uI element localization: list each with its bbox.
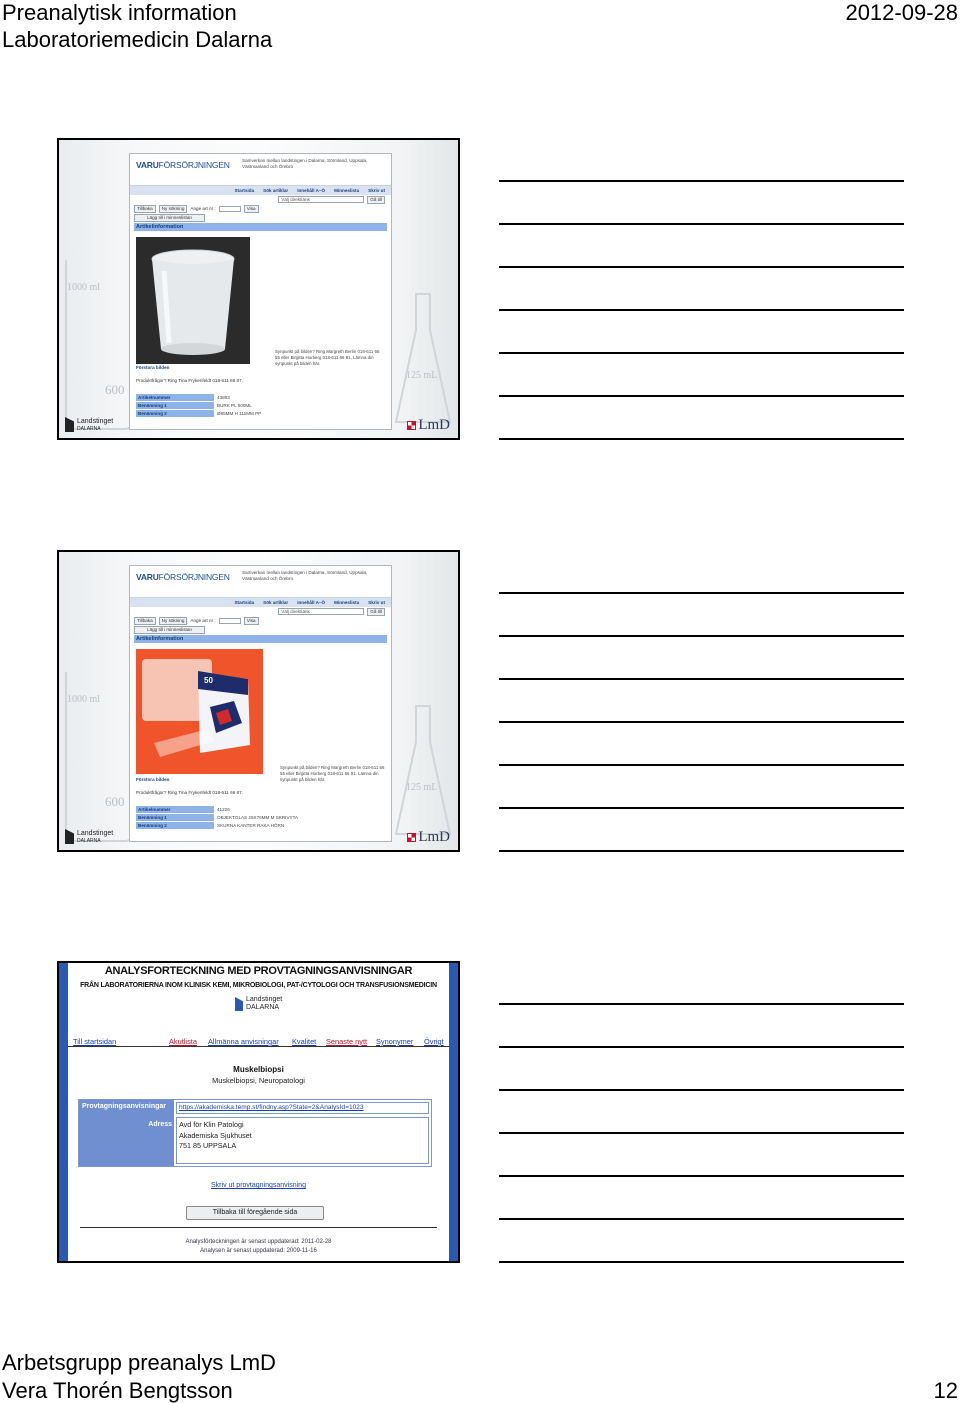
analysis-webpage: [68, 963, 449, 1261]
analysis-heading: ANALYSFORTECKNING MED PROVTAGNINGSANVISNINGAR: [104, 965, 413, 977]
print-link[interactable]: Skriv ut provtagningsanvisning: [211, 1182, 306, 1189]
info-labels: [79, 1100, 174, 1166]
article-webpage: [129, 565, 392, 842]
footer-group: Arbetsgrupp preanalys LmD: [2, 1350, 276, 1375]
menu-senaste-nytt[interactable]: Senaste nytt: [326, 1037, 368, 1046]
varuforsorjningen-logo: VARUFÖRSÖRJNINGEN: [136, 160, 230, 170]
art-nr-label: Ange art nr :: [190, 617, 216, 623]
nav-skriv-ut[interactable]: Skriv ut: [368, 188, 385, 193]
slide-thumbnail-1: [57, 138, 460, 440]
feedback-text: Synpunkt på bilden? Ring Margreth Berlin 018-611 66 55 eller Birgitta Hurberg 018-611 66 91. Lämna din synpunkt på bilden här.: [275, 349, 380, 366]
graduation-label: 600: [105, 794, 125, 809]
add-to-list-button[interactable]: Lägg till i minneslistan: [134, 626, 205, 634]
updated-text: Analysen är senast uppdaterad: 2009-11-16: [200, 1248, 317, 1254]
page-date: 2012-09-28: [845, 0, 958, 25]
landstinget-logo: Landstinget DALARNA: [65, 829, 113, 844]
graduation-label: 600: [105, 382, 125, 397]
product-photo-slides: [136, 649, 263, 774]
page-number: 12: [933, 1378, 958, 1403]
nav-innehall[interactable]: Innehåll A–Ö: [297, 188, 326, 193]
page-subtitle: Laboratoriemedicin Dalarna: [2, 27, 273, 52]
svg-text:50: 50: [204, 676, 213, 685]
slide-thumbnail-3: [57, 961, 460, 1263]
graduation-label: 125 mL: [406, 782, 438, 793]
go-button[interactable]: Gå till: [367, 196, 385, 204]
menu-synonymer[interactable]: Synonymer: [376, 1037, 414, 1046]
site-nav: [130, 598, 391, 607]
product-question: Produktfrågor? Ring Tina Frykenfeldt 018-611 66 87.: [136, 790, 243, 795]
art-nr-label: Ange art nr :: [190, 205, 216, 211]
menu-till-startsidan[interactable]: Till startsidan: [73, 1037, 117, 1046]
footer-author: Vera Thorén Bengtsson: [2, 1378, 233, 1403]
address-value: Avd för Klin Patologi Akademiska Sjukhuset 751 85 UPPSALA: [176, 1117, 429, 1164]
section-bar: Artikelinformation: [134, 223, 387, 231]
nav-minneslista[interactable]: Minneslista: [334, 600, 360, 605]
landstinget-logo: Landstinget DALARNA: [235, 996, 282, 1012]
landstinget-logo: Landstinget DALARNA: [65, 417, 113, 432]
label-adress: Adress: [148, 1121, 172, 1128]
analysis-subtitle: Muskelbiopsi, Neuropatologi: [212, 1076, 305, 1085]
nav-startsida[interactable]: Startsida: [234, 600, 255, 605]
new-search-button[interactable]: Ny sökning: [159, 617, 188, 625]
label-provtagning: Provtagningsanvisningar: [82, 1103, 167, 1110]
back-button[interactable]: Tillbaka: [134, 205, 156, 213]
article-table: Artikelnummer 43893 Benämning 1 BURK PL 500ML Benämning 2 Ø85MM H 111MM PP: [138, 395, 262, 416]
direct-link-select[interactable]: Välj direktlänk: [278, 196, 364, 203]
nav-sok-artiklar[interactable]: Sök artiklar: [263, 188, 289, 193]
show-button[interactable]: Visa: [244, 205, 259, 213]
section-bar: Artikelinformation: [134, 635, 387, 643]
article-webpage: [129, 153, 392, 430]
enlarge-link[interactable]: Förstora bilden: [136, 777, 170, 782]
provtagning-link[interactable]: https://akademiska.temp.st/findny.asp?State=2&AnalysId=1023: [176, 1102, 429, 1114]
lmd-icon: [407, 833, 416, 842]
updated-text: Analysförteckningen är senast uppdaterad: 2011-02-28: [185, 1239, 332, 1245]
menu-kvalitet[interactable]: Kvalitet: [292, 1037, 317, 1046]
slide-thumbnail-2: [57, 550, 460, 852]
analysis-info-box: [78, 1099, 432, 1167]
article-table: Artikelnummer 41226 Benämning 1 OBJEKTGLAS 26X76MM M SKRIVYTA Benämning 2 SKURNA KANTER RAKA HÖRN: [138, 807, 299, 828]
feedback-text: Synpunkt på bilden? Ring Margreth Berlin 018-611 66 55 eller Birgitta Hurberg 018-611 66 91. Lämna din synpunkt på bilden här.: [280, 765, 385, 782]
new-search-button[interactable]: Ny sökning: [159, 205, 188, 213]
back-button[interactable]: Tillbaka: [134, 617, 156, 625]
product-question: Produktfrågor? Ring Tina Frykenfeldt 018-611 66 87.: [136, 378, 243, 383]
menu-ovrigt[interactable]: Övrigt: [424, 1037, 444, 1046]
site-nav: [130, 186, 391, 195]
add-to-list-button[interactable]: Lägg till i minneslistan: [134, 214, 205, 222]
nav-skriv-ut[interactable]: Skriv ut: [368, 600, 385, 605]
nav-sok-artiklar[interactable]: Sök artiklar: [263, 600, 289, 605]
analysis-subheading: FRÅN LABORATORIERNA INOM KLINISK KEMI, MIKROBIOLOGI, PAT-/CYTOLOGI OCH TRANSFUSIONSMEDICIN: [80, 982, 437, 989]
enlarge-link[interactable]: Förstora bilden: [136, 365, 170, 370]
page-title: Preanalytisk information: [2, 0, 237, 25]
menu-akutlista[interactable]: Akutlista: [169, 1037, 197, 1046]
art-nr-input[interactable]: [219, 206, 241, 212]
graduation-label: 1000 ml: [67, 694, 101, 705]
site-tagline: Samverkan mellan landstingen i Dalarna, Sörmland, Uppsala, Västmanland och Örebro: [242, 158, 368, 169]
site-tagline: Samverkan mellan landstingen i Dalarna, Sörmland, Uppsala, Västmanland och Örebro: [242, 570, 368, 581]
product-photo-jar: [136, 237, 250, 364]
nav-innehall[interactable]: Innehåll A–Ö: [297, 600, 326, 605]
nav-startsida[interactable]: Startsida: [234, 188, 255, 193]
flask-illustration: [394, 702, 452, 842]
graduation-label: 1000 ml: [67, 282, 101, 293]
analysis-menu: [68, 1027, 449, 1047]
go-button[interactable]: Gå till: [367, 608, 385, 616]
lmd-logo: LmD: [407, 829, 450, 846]
lmd-icon: [407, 421, 416, 430]
back-button[interactable]: Tillbaka till föregående sida: [186, 1206, 324, 1220]
flask-illustration: [394, 290, 452, 430]
menu-allmanna-anvisningar[interactable]: Allmänna anvisningar: [208, 1037, 279, 1046]
direct-link-select[interactable]: Välj direktlänk: [278, 608, 364, 615]
analysis-title: Muskelbiopsi: [233, 1065, 284, 1074]
varuforsorjningen-logo: VARUFÖRSÖRJNINGEN: [136, 572, 230, 582]
lmd-logo: LmD: [407, 417, 450, 434]
graduation-label: 125 mL: [406, 370, 438, 381]
divider: [80, 1227, 437, 1228]
art-nr-input[interactable]: [219, 618, 241, 624]
nav-minneslista[interactable]: Minneslista: [334, 188, 360, 193]
show-button[interactable]: Visa: [244, 617, 259, 625]
